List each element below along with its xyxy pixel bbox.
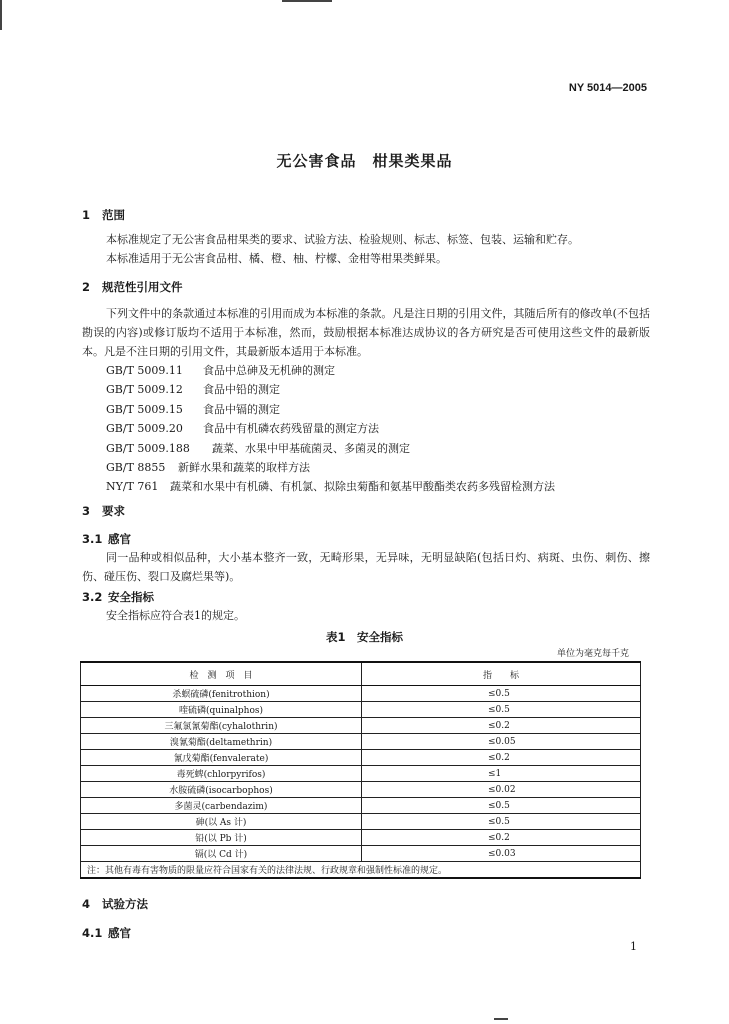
section-number: 3.2 <box>82 590 103 604</box>
table-cell-item: 喹硫磷(quinalphos) <box>81 702 362 718</box>
reference-item <box>106 478 555 497</box>
document-title: 无公害食品 柑果类果品 <box>276 152 453 170</box>
table-note-row <box>81 862 641 879</box>
paragraph: 安全指标应符合表1的规定。 <box>106 609 245 622</box>
table-cell-limit: ≤0.5 <box>362 798 641 814</box>
paragraph: 本标准规定了无公害食品柑果类的要求、试验方法、检验规则、标志、标签、包装、运输和贮存。 <box>106 233 579 246</box>
table-cell-limit: ≤0.03 <box>362 846 641 862</box>
table-cell-limit: ≤1 <box>362 766 641 782</box>
section-title: 规范性引用文件 <box>102 280 183 294</box>
reference-item <box>106 401 555 420</box>
section-title: 范围 <box>102 208 125 222</box>
table-unit: 单位为毫克每千克 <box>556 649 629 659</box>
section-number: 3.1 <box>82 532 103 546</box>
scan-mark <box>282 0 332 2</box>
table-row <box>81 702 641 718</box>
table-cell-item: 氰戊菊酯(fenvalerate) <box>81 750 362 766</box>
reference-title: 新鲜水果和蔬菜的取样方法 <box>178 460 310 474</box>
reference-title: 食品中镉的测定 <box>203 402 280 416</box>
table-row <box>81 686 641 702</box>
table-row <box>81 750 641 766</box>
table-row <box>81 846 641 862</box>
table-header-row <box>81 662 641 686</box>
table-note: 注：其他有毒有害物质的限量应符合国家有关的法律法规、行政规章和强制性标准的规定。 <box>81 862 641 879</box>
section-title: 试验方法 <box>102 897 148 911</box>
section-2-heading <box>82 279 183 295</box>
section-number: 4.1 <box>82 926 103 940</box>
reference-code: GB/T 5009.20 <box>106 422 183 436</box>
subsection-4-1-heading <box>82 925 131 941</box>
table-cell-limit: ≤0.02 <box>362 782 641 798</box>
table-cell-item: 杀螟硫磷(fenitrothion) <box>81 686 362 702</box>
table-cell-limit: ≤0.2 <box>362 830 641 846</box>
paragraph: 下列文件中的条款通过本标准的引用而成为本标准的条款。凡是注日期的引用文件，其随后所有的修改单(不包括勘误的内容)或修订版均不适用于本标准，然而，鼓励根据本标准达成协议的各方研究是否可使用这些文件的最新版本。凡是不注日期的引用文件，其最新版本适用于本标准。 <box>82 307 650 358</box>
reference-code: GB/T 5009.15 <box>106 402 183 416</box>
table-cell-limit: ≤0.2 <box>362 750 641 766</box>
reference-item <box>106 362 555 381</box>
reference-code: GB/T 8855 <box>106 460 166 474</box>
paragraph: 同一品种或相似品种，大小基本整齐一致，无畸形果，无异味，无明显缺陷(包括日灼、病斑、虫伤、刺伤、擦伤、碰压伤、裂口及腐烂果等)。 <box>82 551 650 583</box>
table-row <box>81 830 641 846</box>
section-number: 1 <box>82 208 91 222</box>
section-title: 要求 <box>102 504 125 518</box>
table-cell-limit: ≤0.5 <box>362 686 641 702</box>
reference-item <box>106 459 555 478</box>
table-caption: 表1 安全指标 <box>325 630 403 644</box>
table-row <box>81 734 641 750</box>
subsection-3-1-heading <box>82 531 131 547</box>
table-cell-item: 砷(以 As 计) <box>81 814 362 830</box>
subsection-3-2-heading <box>82 589 154 605</box>
reference-item <box>106 381 555 400</box>
table-cell-item: 溴氰菊酯(deltamethrin) <box>81 734 362 750</box>
reference-list <box>106 362 555 498</box>
table-cell-item: 水胺硫磷(isocarbophos) <box>81 782 362 798</box>
reference-code: GB/T 5009.188 <box>106 441 190 455</box>
scan-mark <box>494 1018 508 1020</box>
table-cell-limit: ≤0.2 <box>362 718 641 734</box>
reference-item <box>106 440 555 459</box>
section-4-heading <box>82 896 148 912</box>
table-row <box>81 798 641 814</box>
column-header-limit: 指 标 <box>362 662 641 686</box>
reference-code: NY/T 761 <box>106 480 159 494</box>
table-cell-limit: ≤0.05 <box>362 734 641 750</box>
paragraph: 本标准适用于无公害食品柑、橘、橙、柚、柠檬、金柑等柑果类鲜果。 <box>106 252 447 265</box>
table-cell-item: 多菌灵(carbendazim) <box>81 798 362 814</box>
table-cell-limit: ≤0.5 <box>362 702 641 718</box>
scan-mark <box>0 0 2 30</box>
standard-number: NY 5014—2005 <box>568 82 647 94</box>
table-row <box>81 782 641 798</box>
reference-title: 食品中有机磷农药残留量的测定方法 <box>203 422 379 436</box>
section-title: 感官 <box>108 532 131 546</box>
reference-title: 蔬菜、水果中甲基硫菌灵、多菌灵的测定 <box>212 441 410 455</box>
table-cell-item: 铅(以 Pb 计) <box>81 830 362 846</box>
section-title: 感官 <box>108 926 131 940</box>
table-row <box>81 718 641 734</box>
reference-code: GB/T 5009.11 <box>106 364 183 377</box>
section-number: 4 <box>82 897 91 911</box>
reference-code: GB/T 5009.12 <box>106 383 183 397</box>
column-header-item: 检 测 项 目 <box>81 662 362 686</box>
reference-title: 食品中总砷及无机砷的测定 <box>203 364 335 377</box>
reference-title: 蔬菜和水果中有机磷、有机氯、拟除虫菊酯和氨基甲酸酯类农药多残留检测方法 <box>170 480 555 494</box>
table-cell-item: 毒死蜱(chlorpyrifos) <box>81 766 362 782</box>
table-row <box>81 766 641 782</box>
table-row <box>81 814 641 830</box>
section-number: 2 <box>82 280 91 294</box>
safety-index-table <box>80 661 641 879</box>
table-cell-item: 镉(以 Cd 计) <box>81 846 362 862</box>
section-number: 3 <box>82 504 91 518</box>
section-title: 安全指标 <box>108 590 154 604</box>
section-3-heading <box>82 503 125 519</box>
table-cell-item: 三氟氯氰菊酯(cyhalothrin) <box>81 718 362 734</box>
table-cell-limit: ≤0.5 <box>362 814 641 830</box>
page-number: 1 <box>630 940 637 953</box>
reference-title: 食品中铅的测定 <box>203 383 280 397</box>
section-1-heading <box>82 207 125 223</box>
reference-item <box>106 420 555 439</box>
